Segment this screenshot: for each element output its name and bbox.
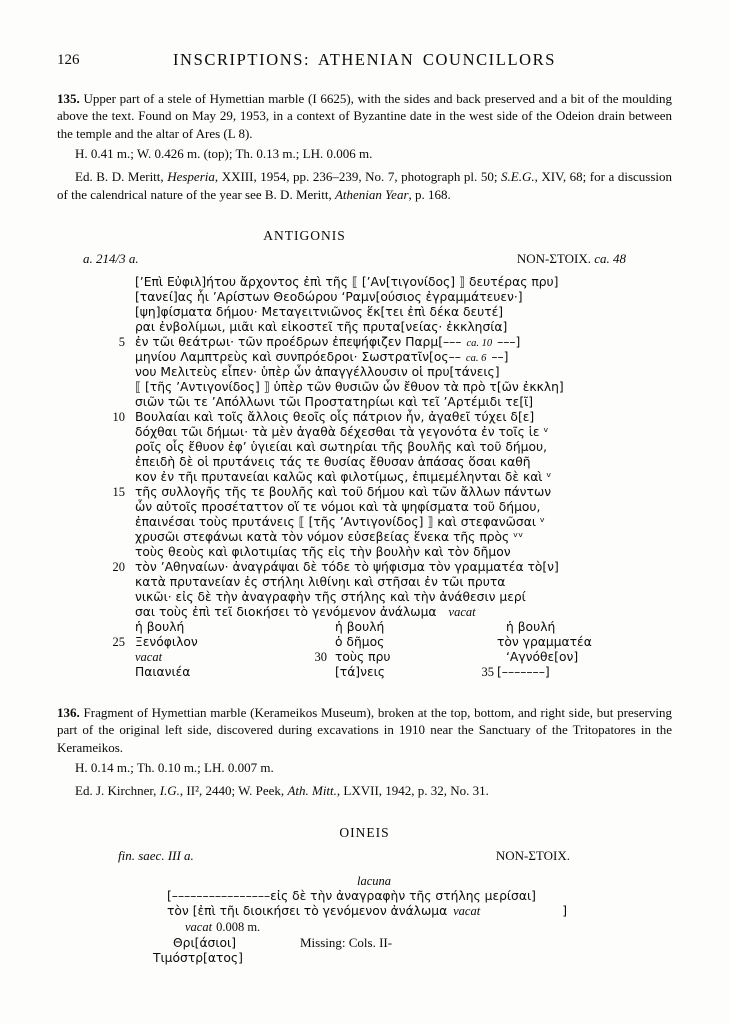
greek-line	[135, 380, 672, 395]
col2-text: ὁ δῆμος	[335, 635, 385, 650]
entry-136-description	[57, 704, 672, 756]
edition-text: , p. 168.	[408, 186, 451, 202]
tribe-heading-oineis: OINEIS	[339, 824, 390, 840]
greek-line	[135, 455, 672, 470]
greek-text: [ψη]φίσματα δήμου· Μεταγειτνιῶνος ἕκ[τει ἐπὶ δέκα δευτέ]	[135, 305, 504, 320]
greek-line	[135, 500, 672, 515]
deme-name: Θρι[άσιοι]	[173, 936, 236, 951]
greek-text: μηνίου Λαμπτρεὺς καὶ συνπρόεδροι· Σωστρατῖν[ος––	[135, 350, 461, 365]
greek-text: σιῶν τῶι τε ’Απόλλωνι τῶι Προστατηρίωι καὶ τεῖ ’Αρτέμιδι τε[ῖ]	[135, 395, 534, 410]
greek-line	[135, 425, 672, 440]
crown-row	[112, 635, 672, 650]
date-stoich-row	[57, 848, 672, 864]
greek-line: [––––––––––––––––εἰς δὲ τὴν ἀναγραφὴν τῆς στήλης μερίσαι]	[167, 888, 536, 903]
greek-text: [’Επὶ Εὐφιλ]ήτου ἄρχοντος ἐπὶ τῆς ⟦ [’Αν[τιγονίδος] ⟧ δευτέρας πρυ]	[135, 275, 559, 290]
col3-text: ἡ βουλή	[506, 620, 556, 635]
stoich-ca: ca. 48	[594, 251, 626, 267]
edition-text: Ed. B. D. Meritt,	[75, 169, 168, 185]
journal-title: Hesperia	[167, 169, 215, 185]
greek-text: ἐν τῶι θεάτρωι· τῶν προέδρων ἐπεψήφιζεν Παρμ[–––	[135, 335, 462, 350]
greek-line	[135, 515, 672, 530]
edition-text: Ed. J. Kirchner,	[75, 783, 160, 799]
greek-line	[135, 545, 672, 560]
greek-line	[135, 440, 672, 455]
greek-line	[135, 350, 672, 365]
greek-line	[135, 575, 672, 590]
greek-text: τῆς συλλογῆς τῆς τε βουλῆς καὶ τοῦ δήμου καὶ τῶν ἄλλων πάντων	[135, 485, 552, 500]
greek-line	[135, 290, 672, 305]
stoichedon-label	[517, 251, 626, 267]
greek-text: ––]	[491, 350, 509, 365]
greek-text: χρυσῶι στεφάνωι κατὰ τὸν νόμον εὐσεβείας ἕνεκα τῆς πρὸς ᵛᵛ	[135, 530, 524, 545]
col2-text: τοὺς πρυ	[335, 650, 391, 665]
date-label: a. 214/3 a.	[83, 251, 139, 267]
greek-text: νικῶι· εἰς δὲ τὴν ἀναγραφὴν τῆς στήλης καὶ τὴν ἀνάθεσιν μερί	[135, 590, 526, 605]
col3-text: [–––––––]	[497, 665, 550, 680]
greek-line	[135, 530, 672, 545]
ca-annotation: ca. 10	[466, 338, 493, 350]
line-number: 25	[112, 635, 125, 650]
councillor-name: Τιμόστρ[ατος]	[153, 950, 243, 965]
inscription-136	[57, 874, 672, 967]
greek-line	[173, 935, 672, 951]
greek-text: δόχθαι τῶι δήμωι· τὰ μὲν ἀγαθὰ δέχεσθαι τὰ γεγονότα ἐν τοῖς ἱε ᵛ	[135, 425, 549, 440]
vacat-size: 0.008 m.	[216, 919, 261, 934]
greek-line	[112, 560, 672, 575]
greek-line	[135, 305, 672, 320]
greek-line	[167, 904, 567, 920]
greek-text: τὸν ’Αθηναίων· ἀναγράψαι δὲ τόδε τὸ ψήφισμα τὸν γραμματέα τὸ[ν]	[135, 560, 559, 575]
col2-text: ἡ βουλή	[335, 620, 385, 635]
line-number: 5	[118, 335, 125, 350]
col1-text: Παιανιέα	[135, 665, 191, 680]
date-label: fin. saec. III a.	[118, 847, 194, 863]
greek-text: ὧν αὐτοῖς προσέταττον οἵ τε νόμοι καὶ τὰ ψηφίσματα τοῦ δήμου,	[135, 500, 541, 515]
greek-line	[135, 320, 672, 335]
col1-text: ἡ βουλή	[135, 620, 185, 635]
greek-line	[135, 275, 672, 290]
greek-line	[118, 335, 672, 350]
entry-135-dimensions: H. 0.41 m.; W. 0.426 m. (top); Th. 0.13 m.; LH. 0.006 m.	[75, 146, 373, 162]
crown-row	[135, 620, 672, 635]
ca-annotation: ca. 6	[465, 353, 487, 365]
entry-135-description	[57, 90, 672, 142]
closing-bracket: ]	[562, 904, 567, 919]
stoichedon-label: ΝΟΝ-ΣΤΟΙΧ.	[495, 847, 570, 863]
date-stoich-row	[57, 251, 672, 267]
entry-136-dimensions: H. 0.14 m.; Th. 0.10 m.; LH. 0.007 m.	[75, 760, 274, 776]
greek-text: σαι τοὺς ἐπὶ τεῖ διοκήσει τὸ γενόμενον ἀνάλωμα	[135, 605, 437, 620]
greek-text: –––]	[497, 335, 521, 350]
book-title: Athenian Year	[334, 186, 409, 202]
tribe-heading-antigonis: ANTIGONIS	[263, 228, 346, 244]
greek-line	[135, 605, 672, 620]
greek-line	[135, 590, 672, 605]
vacat-note: vacat	[453, 904, 481, 919]
greek-text: ⟦ [τῆς ’Αντιγονίδος] ⟧ ὑπὲρ τῶν θυσιῶν ὧν ἔθυον τὰ πρὸ τ[ῶν ἐκκλη]	[135, 380, 564, 395]
running-head	[57, 50, 672, 72]
entry-136-edition	[57, 782, 672, 799]
line-number: 10	[112, 410, 125, 425]
page-title: INSCRIPTIONS: ATHENIAN COUNCILLORS	[172, 50, 557, 69]
greek-text: ραι ἐνβολίμωι, μιᾶι καὶ εἰκοστεῖ τῆς πρυτα[νείας· ἐκκλησία]	[135, 320, 508, 335]
edition-text: , XXIII, 1954, pp. 236–239, No. 7, photograph pl. 50;	[214, 169, 502, 185]
edition-text: , XIV, 68; for a discussion of the calendrical nature of the year see B. D. Meritt,	[57, 169, 673, 202]
vacat-note: vacat	[185, 919, 213, 934]
inscription-135	[112, 275, 672, 680]
greek-line	[153, 951, 672, 967]
journal-title: Ath. Mitt.	[287, 783, 337, 799]
greek-text: ἐπαινέσαι τοὺς πρυτάνεις ⟦ [τῆς ’Αντιγονίδος] ⟧ καὶ στεφανῶσαι ᵛ	[135, 515, 546, 530]
vacat-measure	[185, 920, 672, 936]
greek-line	[112, 485, 672, 500]
page-number: 126	[57, 52, 80, 68]
line-number: 35	[481, 665, 494, 680]
vacat-note: vacat	[448, 605, 476, 620]
greek-line	[135, 470, 672, 485]
journal-title: S.E.G.	[501, 169, 535, 185]
col3-text: τὸν γραμματέα	[497, 635, 592, 650]
missing-note: Missing: Cols. II-	[300, 935, 393, 951]
col3-text: ‘Αγνόθε[ον]	[506, 650, 579, 665]
col2-text: [τά]νεις	[335, 665, 385, 680]
greek-text: κατὰ πρυτανείαν ἐς στήληι λιθίνηι καὶ στῆσαι ἐν τῶι πρυτα	[135, 575, 506, 590]
entry-135-edition	[57, 168, 672, 203]
greek-line	[135, 365, 672, 380]
lacuna-note: lacuna	[357, 873, 392, 888]
greek-text: ροῖς οἷς ἔθυον ἐφ’ ὑγιείαι καὶ σωτηρίαι τῆς βουλῆς καὶ τοῦ δήμου,	[135, 440, 548, 455]
line-number: 30	[314, 650, 327, 665]
line-number: 20	[112, 560, 125, 575]
entry-number: 135.	[57, 91, 80, 106]
greek-text: ἐπειδὴ δὲ οἱ πρυτάνεις τάς τε θυσίας ἔθυσαν ἁπάσας ὅσαι καθῆ	[135, 455, 531, 470]
entry-number: 136.	[57, 705, 80, 721]
line-number: 15	[112, 485, 125, 500]
greek-line	[112, 410, 672, 425]
corpus-title: I.G.	[159, 783, 180, 799]
greek-text: νου Μελιτεὺς εἶπεν· ὑπὲρ ὧν ἀπαγγέλλουσιν οἱ πρυ[τάνεις]	[135, 365, 500, 380]
entry-136	[57, 704, 672, 966]
col1-text: Ξενόφιλον	[135, 635, 198, 650]
edition-text: , II², 2440; W. Peek,	[179, 783, 288, 799]
vacat-note: vacat	[135, 650, 163, 665]
greek-text: [τανεί]ας ἧι ’Αρίστων Θεοδώρου ‘Ραμν[ούσιος ἐγραμμάτευεν·]	[135, 290, 523, 305]
entry-135	[57, 90, 672, 680]
entry-136-text: Fragment of Hymettian marble (Kerameikos Museum), broken at the top, bottom, and right side, but preserving part of the original left side, discovered during excavations in 1910 near the Sanctuary of the Tritopatores in the Kerameikos.	[57, 705, 672, 755]
stoich-text: ΝΟΝ-ΣΤΟΙΧ.	[516, 251, 591, 267]
edition-text: , LXVII, 1942, p. 32, No. 31.	[336, 783, 489, 799]
crown-row	[135, 665, 672, 680]
crown-row	[135, 650, 672, 665]
greek-line	[135, 395, 672, 410]
greek-text: τοὺς θεοὺς καὶ φιλοτιμίας τῆς εἰς τὴν βουλὴν καὶ τὸν δῆμον	[135, 545, 511, 560]
greek-text: Βουλαίαι καὶ τοῖς ἄλλοις θεοῖς οἷς πάτριον ἦν, ἀγαθεῖ τύχει δ[ε]	[135, 410, 535, 425]
greek-text: τὸν [ἐπὶ τῆι διοικήσει τὸ γενόμενον ἀνάλωμα	[167, 904, 452, 919]
entry-135-text: Upper part of a stele of Hymettian marble (I 6625), with the sides and back preserved and a bit of the moulding above the text. Found on May 29, 1953, in a context of Byzantine date in the west side of the Odeion drain between the temple and the altar of Ares (L 8).	[57, 91, 672, 141]
greek-text: κον ἐν τῆι πρυτανείαι καλῶς καὶ φιλοτίμως, ἐπιμεμέληνται δὲ καὶ ᵛ	[135, 470, 552, 485]
